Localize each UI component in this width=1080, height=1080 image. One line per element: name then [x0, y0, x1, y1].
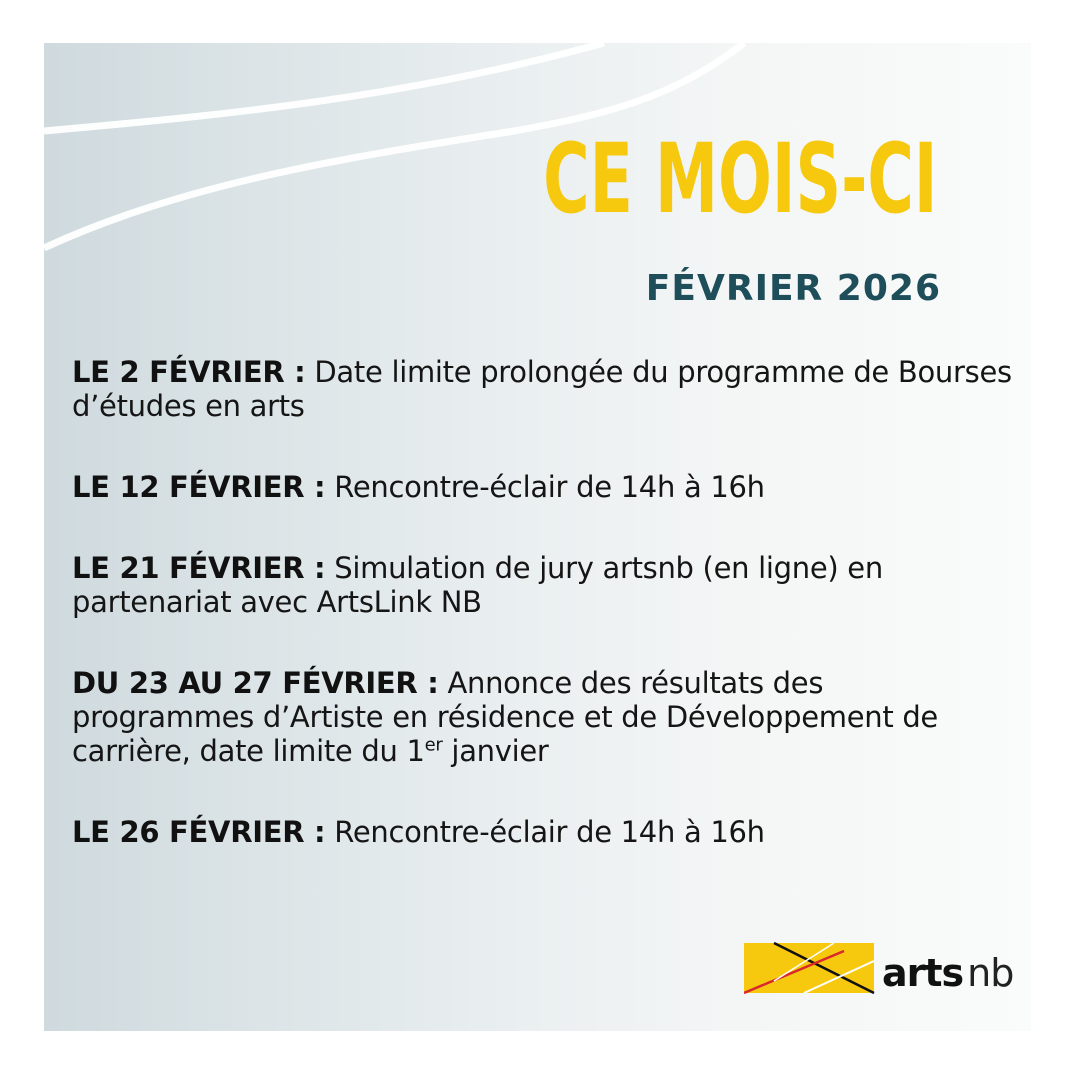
event-date: LE 12 FÉVRIER :: [72, 470, 326, 504]
page-subtitle: FÉVRIER 2026: [645, 268, 941, 309]
event-description: Rencontre-éclair de 14h à 16h: [334, 815, 765, 849]
event-date: LE 21 FÉVRIER :: [72, 551, 326, 585]
event-description: Simulation de jury artsnb (en ligne) en partenariat avec ArtsLink NB: [72, 551, 883, 619]
event-item: [72, 815, 1012, 849]
event-list: [72, 355, 1012, 896]
event-description: Annonce des résultats des programmes d’Artiste en résidence et de Développement de carrière, date limite du 1: [72, 666, 938, 768]
page-title: CE MOIS-CI: [542, 123, 937, 235]
event-item: [72, 470, 1012, 504]
event-item: [72, 355, 1012, 423]
artsnb-logo: [744, 941, 1024, 1001]
logo-wordmark: arts nb: [882, 951, 1014, 995]
event-description-end: janvier: [442, 734, 549, 768]
event-item: [72, 551, 1012, 619]
event-date: DU 23 AU 27 FÉVRIER :: [72, 666, 439, 700]
announcement-card: [44, 43, 1031, 1031]
event-description: Rencontre-éclair de 14h à 16h: [334, 470, 765, 504]
event-item: [72, 666, 1012, 768]
ordinal-suffix: er: [424, 734, 443, 756]
logo-mark-icon: [744, 941, 876, 995]
event-date: LE 26 FÉVRIER :: [72, 815, 326, 849]
event-description: Date limite prolongée du programme de Bourses d’études en arts: [72, 355, 1012, 423]
event-date: LE 2 FÉVRIER :: [72, 355, 306, 389]
